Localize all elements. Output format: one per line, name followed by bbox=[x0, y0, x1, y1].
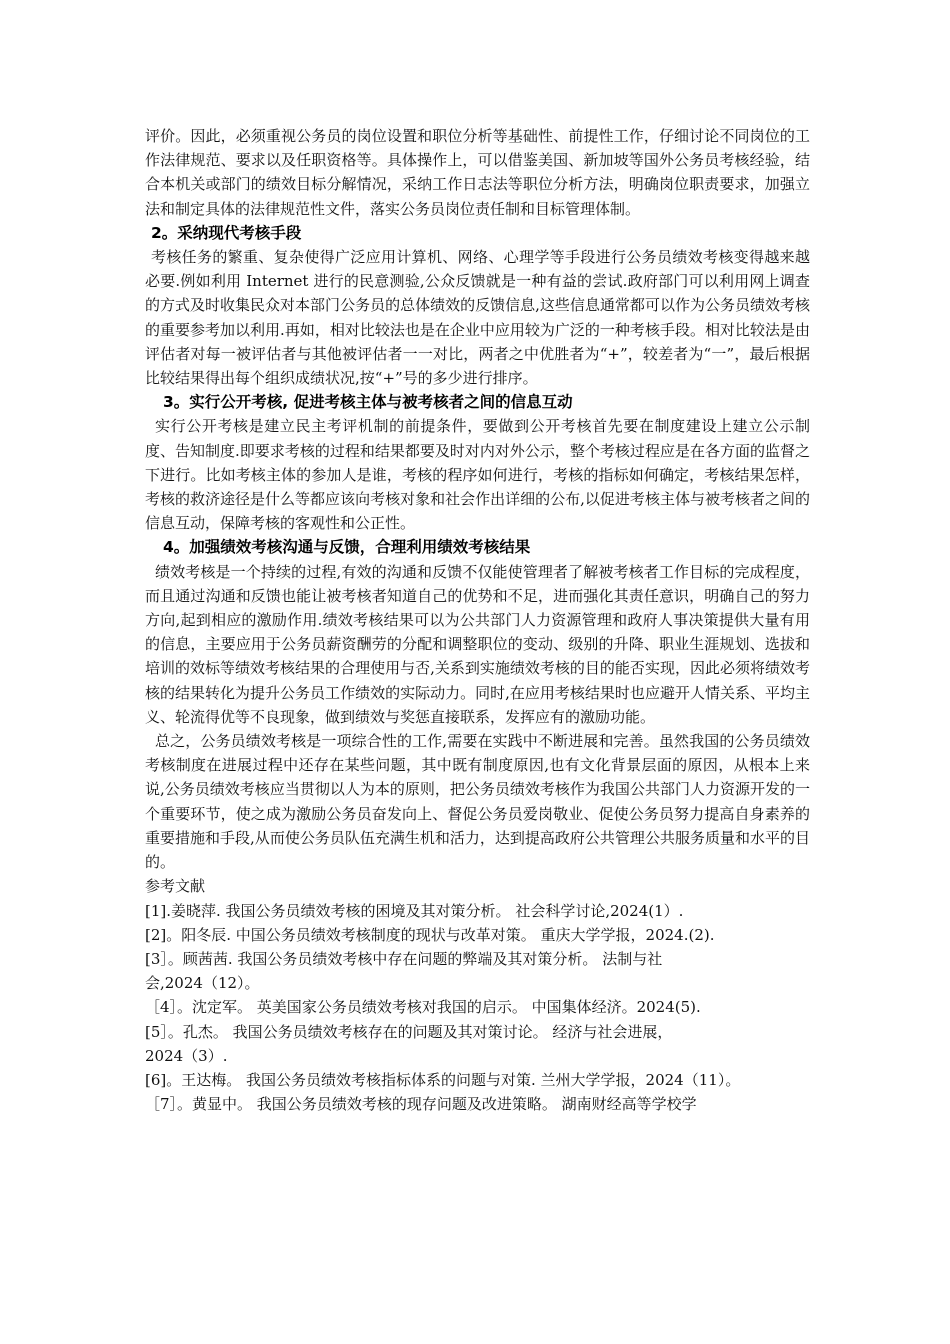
heading-open-assessment: 3。实行公开考核, 促进考核主体与被考核者之间的信息互动 bbox=[163, 393, 573, 412]
reference-item: 2024（3）. bbox=[145, 1046, 228, 1065]
reference-list bbox=[145, 899, 810, 1117]
paragraph-feedback: 绩效考核是一个持续的过程,有效的沟通和反馈不仅能使管理者了解被考核者工作目标的完成程度，而且通过沟通和反馈也能让被考核者知道自己的优势和不足，进而强化其责任意识，明确自己的努力方向,起到相应的激励作用.绩效考核结果可以为公共部门人力资源管理和政府人事决策提供大量有用的信息，主要应用于公务员薪资酬劳的分配和调整职位的变动、级别的升降、职业生涯规划、选拔和培训的效标等绩效考核结果的合理使用与否,关系到实施绩效考核的目的能否实现，因此必须将绩效考核的结果转化为提升公务员工作绩效的实际动力。同时,在应用考核结果时也应避开人情关系、平均主义、轮流得优等不良现象，做到绩效与奖惩直接联系，发挥应有的激励功能。 bbox=[145, 562, 810, 726]
paragraph-modern-methods: 考核任务的繁重、复杂使得广泛应用计算机、网络、心理学等手段进行公务员绩效考核变得越来越必要.例如利用 Internet 进行的民意测验,公众反馈就是一种有益的尝试.政府部门可以利用网上调查的方式及时收集民众对本部门公务员的总体绩效的反馈信息,这些信息通常都可以作为公务员绩效考核的重要参考加以利用.再如，相对比较法也是在企业中应用较为广泛的一种考核手段。相对比较法是由评估者对每一被评估者与其他被评估者一一对比，两者之中优胜者为“+”，较差者为“一”，最后根据比较结果得出每个组织成绩状况,按“+”号的多少进行排序。 bbox=[145, 248, 810, 388]
document-page bbox=[145, 124, 810, 1116]
reference-item: ［4］。沈定军。 英美国家公务员绩效考核对我国的启示。 中国集体经济。2024(5). bbox=[145, 998, 701, 1017]
heading-modern-methods: 2。采纳现代考核手段 bbox=[151, 223, 302, 242]
heading-feedback: 4。加强绩效考核沟通与反馈，合理利用绩效考核结果 bbox=[163, 538, 531, 557]
paragraph-job-analysis: 评价。因此，必须重视公务员的岗位设置和职位分析等基础性、前提性工作，仔细讨论不同岗位的工作法律规范、要求以及任职资格等。具体操作上，可以借鉴美国、新加坡等国外公务员考核经验，结合本机关或部门的绩效目标分解情况，采纳工作日志法等职位分析方法，明确岗位职责要求，加强立法和制定具体的法律规范性文件，落实公务员岗位责任制和目标管理体制。 bbox=[145, 127, 810, 218]
reference-item: ［7］。黄显中。 我国公务员绩效考核的现存问题及改进策略。 湖南财经高等学校学 bbox=[145, 1095, 697, 1114]
paragraph-open-assessment: 实行公开考核是建立民主考评机制的前提条件，要做到公开考核首先要在制度建设上建立公示制度、告知制度.即要求考核的过程和结果都要及时对内对外公示，整个考核过程应是在各方面的监督之下进行。比如考核主体的参加人是谁，考核的程序如何进行，考核的指标如何确定，考核结果怎样，考核的救济途径是什么等都应该向考核对象和社会作出详细的公布,以促进考核主体与被考核者之间的信息互动，保障考核的客观性和公正性。 bbox=[145, 417, 810, 533]
reference-item: 会,2024（12）。 bbox=[145, 974, 260, 993]
reference-item: [6]。王达梅。 我国公务员绩效考核指标体系的问题与对策. 兰州大学学报，2024（11）。 bbox=[145, 1070, 741, 1089]
paragraph-conclusion: 总之，公务员绩效考核是一项综合性的工作,需要在实践中不断进展和完善。虽然我国的公务员绩效考核制度在进展过程中还存在某些问题，其中既有制度原因,也有文化背景层面的原因，从根本上来说,公务员绩效考核应当贯彻以人为本的原则，把公务员绩效考核作为我国公共部门人力资源开发的一个重要环节，使之成为激励公务员奋发向上、督促公务员爱岗敬业、促使公务员努力提高自身素养的重要措施和手段,从而使公务员队伍充满生机和活力，达到提高政府公共管理公共服务质量和水平的目的。 bbox=[145, 732, 810, 872]
reference-item: [5］。孔杰。 我国公务员绩效考核存在的问题及其对策讨论。 经济与社会进展， bbox=[145, 1022, 673, 1041]
references-title: 参考文献 bbox=[145, 877, 206, 896]
reference-item: [1].姜晓萍. 我国公务员绩效考核的困境及其对策分析。 社会科学讨论,2024(1）. bbox=[145, 901, 684, 920]
reference-item: [3］。顾茜茜. 我国公务员绩效考核中存在问题的弊端及其对策分析。 法制与社 bbox=[145, 949, 663, 968]
reference-item: [2]。阳冬辰. 中国公务员绩效考核制度的现状与改革对策。 重庆大学学报，2024.(2). bbox=[145, 925, 715, 944]
